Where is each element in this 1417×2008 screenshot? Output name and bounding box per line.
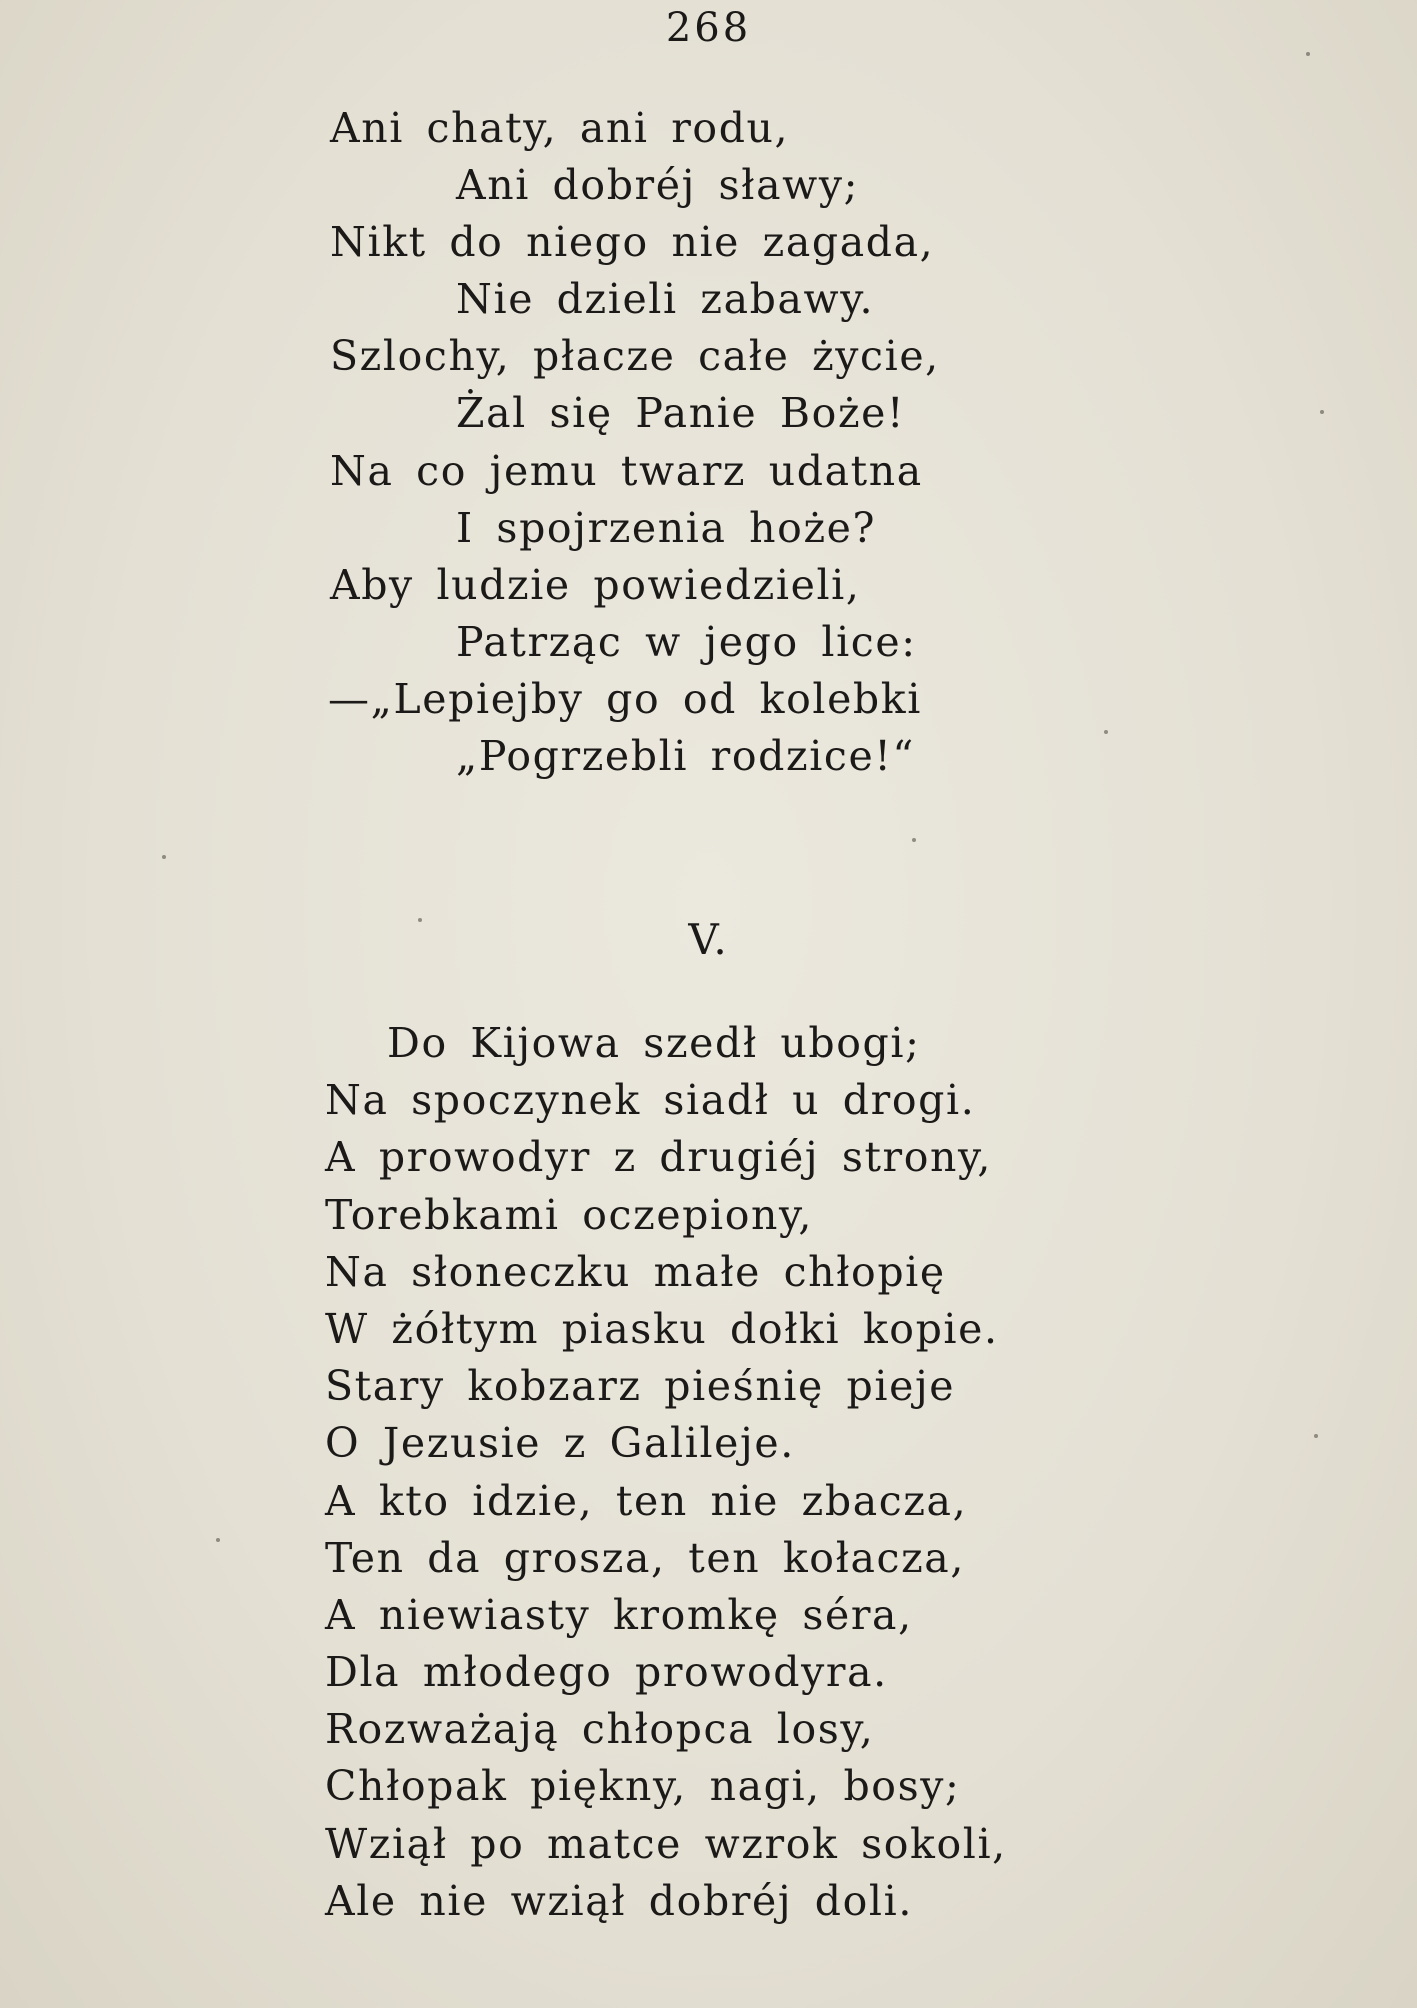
- stanza-two: [325, 1015, 1007, 1930]
- poem-line: A prowodyr z drugiéj strony,: [325, 1133, 992, 1182]
- poem-line: Ani dobréj sławy;: [456, 161, 859, 210]
- poem-line: Dla młodego prowodyra.: [325, 1648, 888, 1697]
- poem-line: Ani chaty, ani rodu,: [330, 104, 790, 152]
- poem-line: Do Kijowa szedł ubogi;: [387, 1019, 921, 1067]
- paper-speck: [1314, 1434, 1318, 1438]
- poem-line: —„Lepiejby go od kolebki: [328, 674, 922, 723]
- poem-line: A kto idzie, ten nie zbacza,: [325, 1476, 968, 1525]
- poem-line: Na co jemu twarz udatna: [330, 446, 923, 495]
- poem-line: Nie dzieli zabawy.: [456, 275, 875, 324]
- poem-line: Na słoneczku małe chłopię: [325, 1247, 946, 1296]
- paper-speck: [1104, 730, 1108, 734]
- paper-speck: [216, 1538, 220, 1542]
- poem-line: Stary kobzarz pieśnię pieje: [325, 1362, 956, 1411]
- poem-line: A niewiasty kromkę séra,: [325, 1590, 913, 1639]
- paper-speck: [1320, 410, 1324, 414]
- poem-line: Szlochy, płacze całe życie,: [330, 332, 940, 381]
- paper-speck: [418, 918, 422, 922]
- poem-line: „Pogrzebli rodzice!“: [456, 732, 915, 781]
- poem-line: O Jezusie z Galileje.: [325, 1419, 795, 1468]
- poem-line: I spojrzenia hoże?: [456, 503, 877, 552]
- poem-line: Wziął po matce wzrok sokoli,: [325, 1819, 1007, 1868]
- page-number: 268: [665, 5, 752, 51]
- poem-line: Chłopak piękny, nagi, bosy;: [325, 1762, 961, 1811]
- poem-line: Nikt do niego nie zagada,: [330, 218, 935, 267]
- poem-line: Żal się Panie Boże!: [456, 389, 906, 438]
- section-heading: V.: [688, 915, 729, 964]
- poem-line: Patrząc w jego lice:: [456, 617, 917, 666]
- stanza-one: [330, 100, 940, 785]
- poem-line: W żółtym piasku dołki kopie.: [325, 1304, 999, 1353]
- poem-line: Rozważają chłopca losy,: [325, 1705, 875, 1754]
- paper-speck: [162, 855, 166, 859]
- poem-line: Ale nie wziął dobréj doli.: [325, 1876, 913, 1925]
- poem-line: Torebkami oczepiony,: [325, 1190, 813, 1239]
- poem-line: Aby ludzie powiedzieli,: [330, 560, 861, 609]
- paper-speck: [1306, 52, 1310, 56]
- poem-line: Na spoczynek siadł u drogi.: [325, 1076, 976, 1125]
- poem-line: Ten da grosza, ten kołacza,: [325, 1533, 965, 1582]
- paper-speck: [912, 838, 916, 842]
